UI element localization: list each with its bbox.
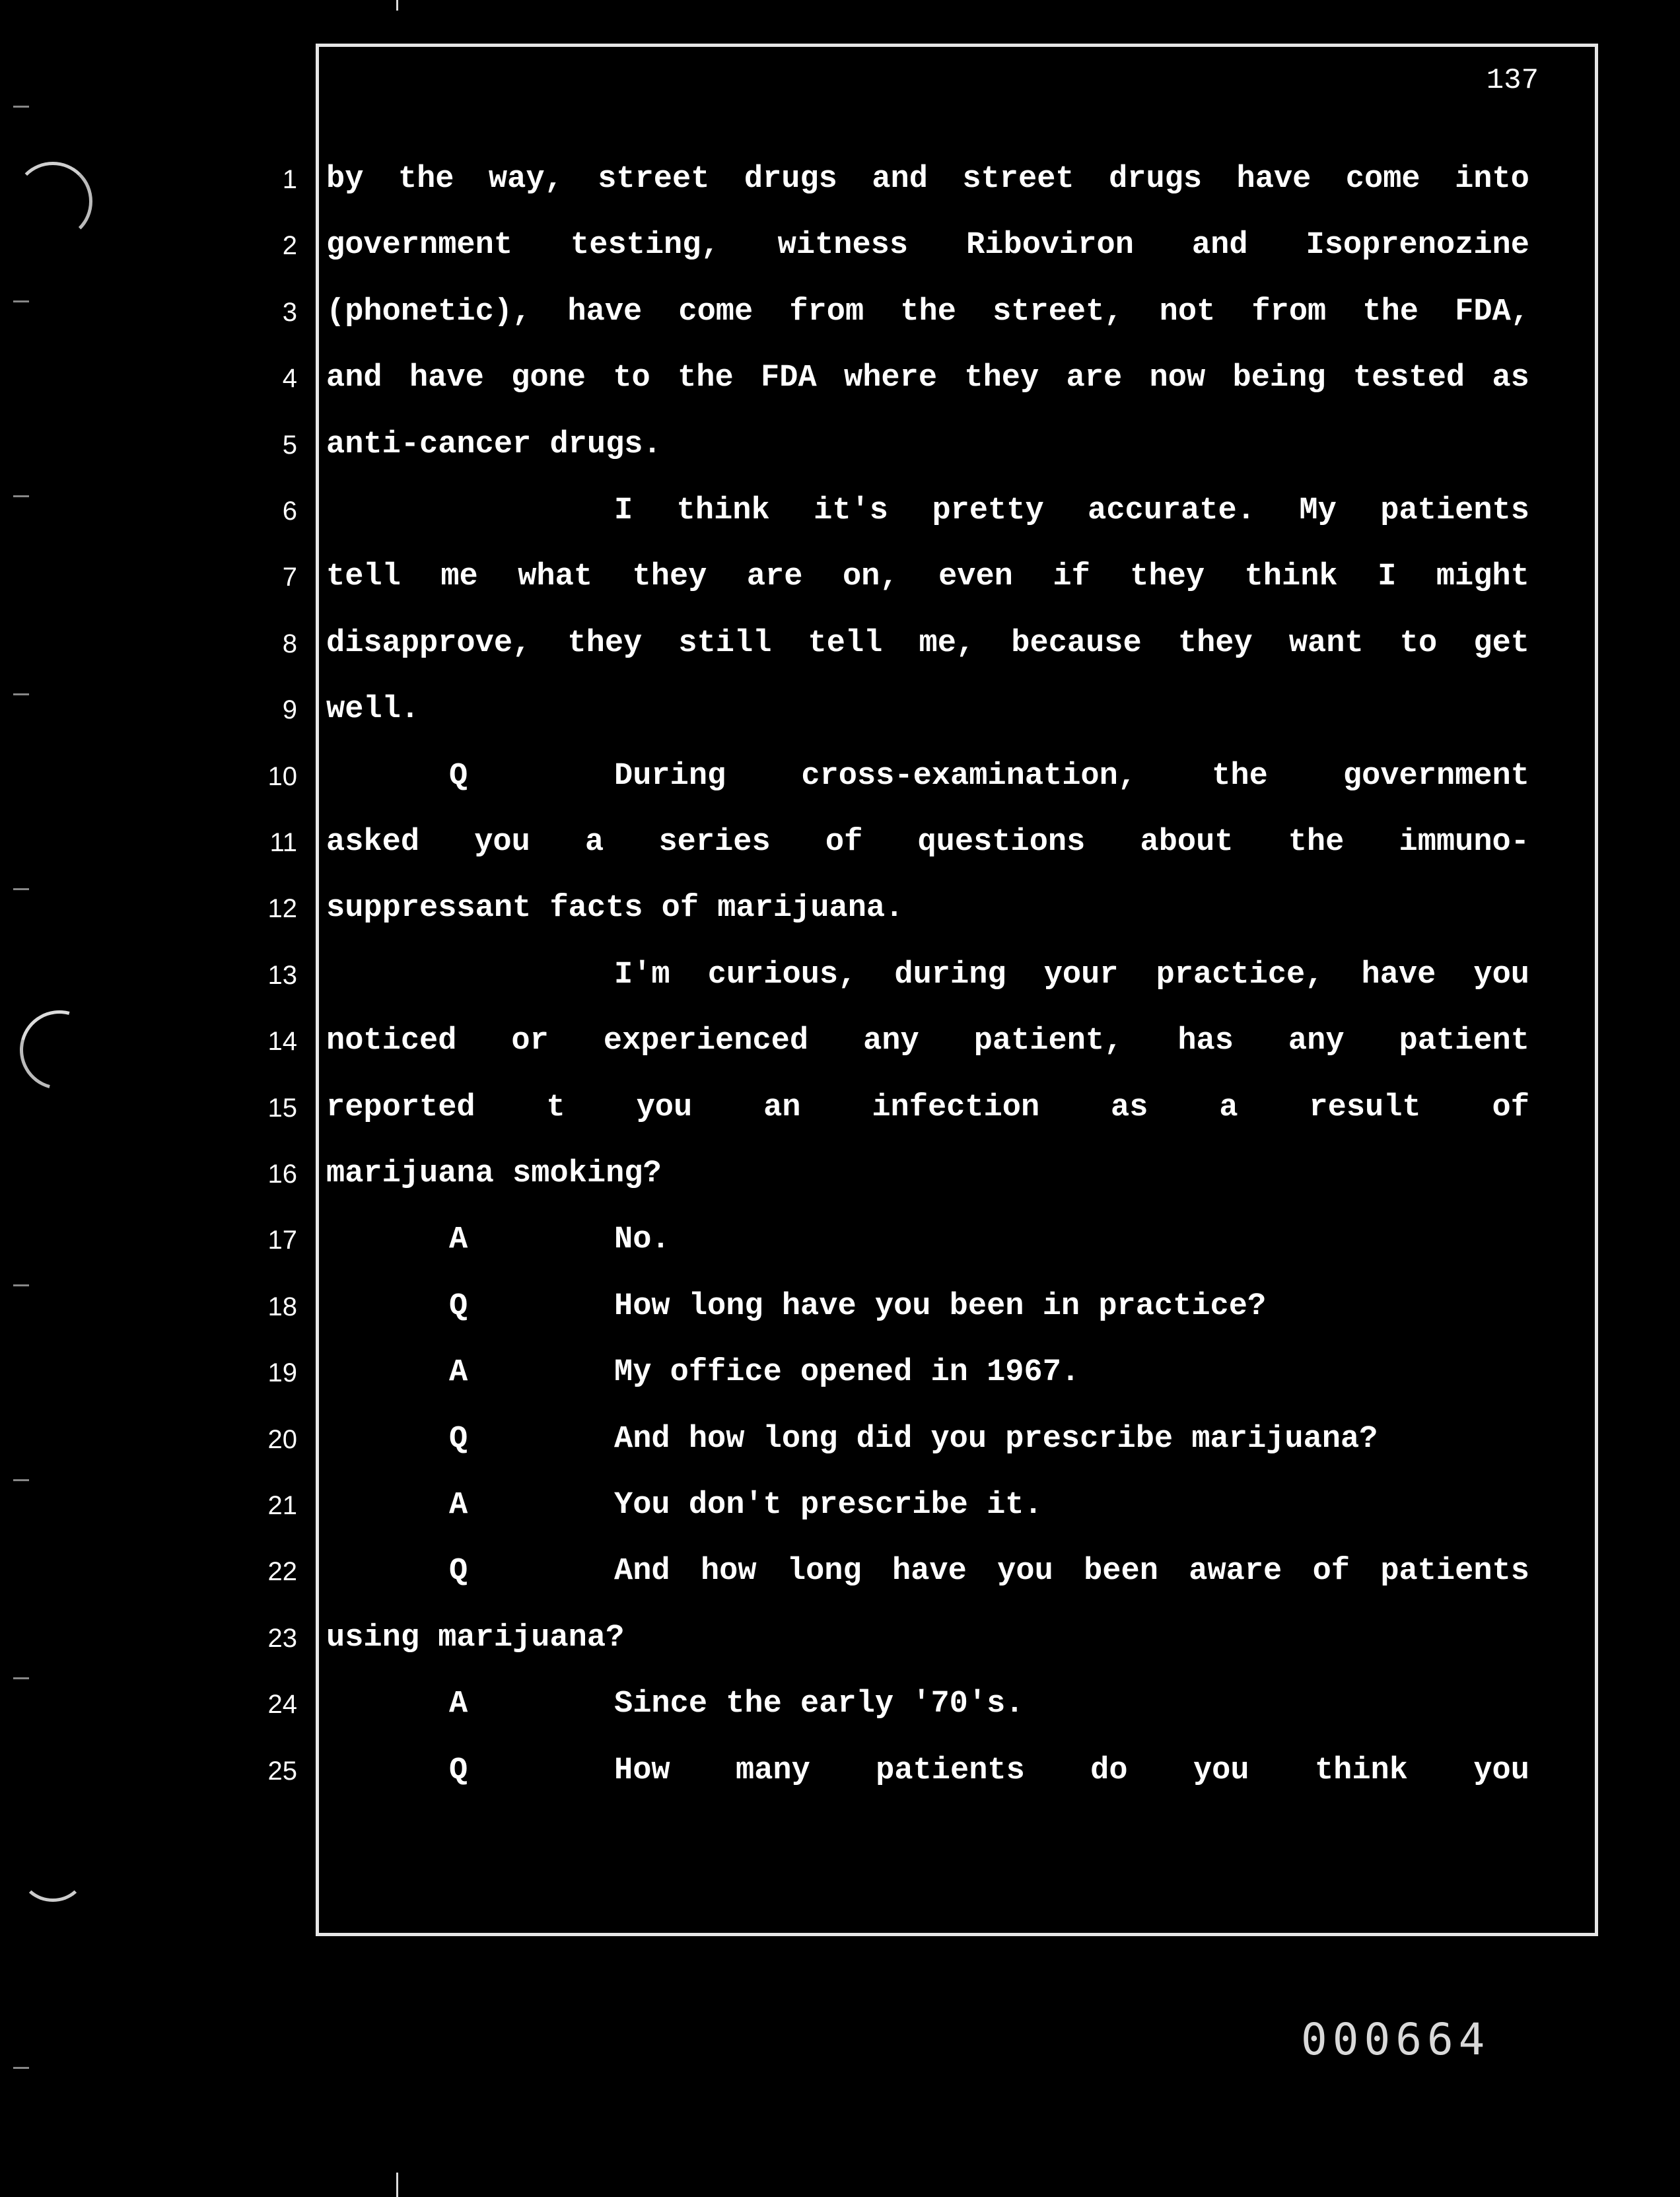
word: of — [825, 825, 863, 860]
transcript-line — [326, 359, 1529, 398]
word: even — [938, 559, 1013, 594]
line-number: 5 — [282, 431, 297, 460]
word: they — [1130, 559, 1205, 594]
transcript-line — [326, 293, 1529, 332]
word: How — [614, 1753, 670, 1788]
word: have — [1361, 958, 1436, 993]
word: me, — [919, 626, 975, 661]
line-number: 12 — [267, 894, 297, 923]
word: think — [1314, 1753, 1408, 1788]
line-text: My office opened in 1967. — [614, 1355, 1080, 1390]
word: street — [598, 162, 710, 197]
word: of — [1492, 1090, 1529, 1125]
word: you — [997, 1554, 1053, 1589]
transcript-line — [326, 1353, 1529, 1393]
word: Isoprenozine — [1306, 228, 1529, 263]
word: have — [1236, 162, 1312, 197]
word: government — [1343, 759, 1529, 794]
word: patient, — [973, 1024, 1123, 1059]
word: on, — [842, 559, 899, 594]
line-text — [594, 1552, 1529, 1591]
word: gone — [511, 361, 586, 396]
word: what — [518, 559, 593, 594]
transcript-line: marijuana smoking? — [326, 1156, 662, 1191]
binder-hole-bottom — [20, 1842, 86, 1902]
line-number: 19 — [267, 1358, 297, 1387]
word: into — [1455, 162, 1529, 197]
line-number: 22 — [267, 1557, 297, 1586]
line-text: How long have you been in practice? — [614, 1289, 1267, 1324]
word: to — [613, 361, 650, 396]
word: have — [409, 361, 484, 396]
word: a — [585, 825, 604, 860]
binder-hole-middle — [5, 996, 114, 1104]
word: because — [1011, 626, 1142, 661]
line-number: 9 — [282, 695, 297, 724]
speaker-label: Q — [449, 1289, 468, 1324]
word: still — [678, 626, 772, 661]
word: FDA, — [1455, 295, 1529, 330]
word: cross-examination, — [801, 759, 1137, 794]
line-number: 10 — [267, 762, 297, 791]
margin-tick — [13, 888, 29, 890]
line-number: 15 — [267, 1094, 297, 1123]
word: government — [326, 228, 513, 263]
word: I — [614, 493, 633, 528]
word: they — [1177, 626, 1253, 661]
transcript-line: using marijuana? — [326, 1621, 625, 1656]
word: way, — [488, 162, 563, 197]
transcript-line — [326, 624, 1529, 664]
line-number: 6 — [282, 497, 297, 526]
word: they — [632, 559, 707, 594]
line-text — [594, 1751, 1529, 1791]
word: result — [1309, 1090, 1421, 1125]
line-text — [594, 757, 1529, 796]
speaker-label: Q — [449, 1422, 468, 1457]
word: FDA — [761, 361, 817, 396]
word: many — [735, 1753, 810, 1788]
speaker-label: A — [449, 1222, 468, 1257]
word: disapprove, — [326, 626, 532, 661]
word: have — [567, 295, 643, 330]
word: patients — [876, 1753, 1025, 1788]
word: not — [1159, 295, 1216, 330]
word: drugs — [1109, 162, 1203, 197]
word: me — [440, 559, 478, 594]
word: as — [1111, 1090, 1148, 1125]
transcript-line — [326, 160, 1529, 199]
line-number: 1 — [282, 165, 297, 194]
word: get — [1473, 626, 1529, 661]
word: patient — [1399, 1024, 1529, 1059]
word: any — [1288, 1024, 1345, 1059]
margin-tick — [13, 495, 29, 497]
word: accurate. — [1088, 493, 1255, 528]
line-number: 24 — [267, 1690, 297, 1719]
speaker-label: Q — [449, 1753, 468, 1788]
margin-tick — [13, 1479, 29, 1481]
word: during — [894, 958, 1006, 993]
line-number: 14 — [267, 1027, 297, 1056]
line-text: No. — [614, 1222, 670, 1257]
margin-tick — [13, 1677, 29, 1679]
word: and — [1191, 228, 1248, 263]
word: if — [1053, 559, 1090, 594]
speaker-label: A — [449, 1687, 468, 1722]
page-number: 137 — [1486, 64, 1539, 97]
line-number: 2 — [282, 231, 297, 260]
transcript-line — [326, 1751, 1529, 1791]
transcript-line — [326, 226, 1529, 265]
speaker-label: Q — [449, 1554, 468, 1589]
word: any — [863, 1024, 919, 1059]
line-number: 8 — [282, 629, 297, 658]
word: pretty — [932, 493, 1044, 528]
line-number: 11 — [269, 828, 297, 857]
word: from — [789, 295, 864, 330]
transcript-line — [326, 1220, 1529, 1260]
transcript-line — [326, 1420, 1529, 1459]
word: and — [326, 361, 382, 396]
word: long — [787, 1554, 862, 1589]
word: t — [546, 1090, 565, 1125]
transcript-line: well. — [326, 692, 420, 727]
line-number: 23 — [267, 1624, 297, 1653]
transcript-line — [326, 1088, 1529, 1128]
word: infection — [872, 1090, 1040, 1125]
word: how — [700, 1554, 757, 1589]
word: the — [1288, 825, 1345, 860]
word: you — [1473, 1753, 1529, 1788]
line-text: You don't prescribe it. — [614, 1488, 1043, 1523]
transcript-line — [326, 1486, 1529, 1525]
speaker-label: A — [449, 1488, 468, 1523]
transcript-line: suppressant facts of marijuana. — [326, 891, 904, 926]
word: to — [1399, 626, 1438, 661]
word: questions — [917, 825, 1086, 860]
word: My — [1299, 493, 1337, 528]
word: where — [844, 361, 938, 396]
word: the — [1362, 295, 1419, 330]
word: During — [614, 759, 726, 794]
word: asked — [326, 825, 420, 860]
word: patients — [1380, 493, 1529, 528]
word: reported — [326, 1090, 475, 1125]
word: a — [1219, 1090, 1238, 1125]
line-number: 20 — [267, 1425, 297, 1454]
word: or — [511, 1024, 549, 1059]
word: as — [1492, 361, 1529, 396]
word: an — [763, 1090, 801, 1125]
transcript-line — [326, 491, 1529, 531]
word: you — [474, 825, 530, 860]
margin-tick — [13, 106, 29, 108]
word: immuno- — [1399, 825, 1529, 860]
word: Riboviron — [966, 228, 1134, 263]
word: are — [1066, 361, 1123, 396]
word: think — [676, 493, 770, 528]
line-number: 18 — [267, 1292, 297, 1321]
word: of — [1312, 1554, 1350, 1589]
word: they — [964, 361, 1039, 396]
word: and — [872, 162, 928, 197]
word: about — [1140, 825, 1234, 860]
word: have — [892, 1554, 967, 1589]
word: they — [567, 626, 643, 661]
transcript-line — [326, 823, 1529, 862]
word: And — [614, 1554, 670, 1589]
word: practice, — [1156, 958, 1324, 993]
line-number: 16 — [267, 1160, 297, 1189]
word: been — [1084, 1554, 1158, 1589]
word: curious, — [707, 958, 857, 993]
line-number: 13 — [267, 961, 297, 990]
speaker-label: Q — [449, 759, 468, 794]
word: the — [678, 361, 734, 396]
word: might — [1436, 559, 1529, 594]
word: drugs — [744, 162, 837, 197]
word: you — [636, 1090, 693, 1125]
word: series — [658, 825, 771, 860]
line-number: 17 — [267, 1226, 297, 1255]
word: the — [398, 162, 454, 197]
word: the — [1212, 759, 1268, 794]
word: being — [1232, 361, 1326, 396]
word: (phonetic), — [326, 295, 532, 330]
word: think — [1244, 559, 1338, 594]
word: tell — [326, 559, 401, 594]
line-number: 4 — [282, 364, 297, 393]
line-number: 25 — [267, 1757, 297, 1786]
speaker-label: A — [449, 1355, 468, 1390]
binder-hole-top — [13, 162, 92, 241]
transcript-line — [326, 1287, 1529, 1327]
transcript-line — [326, 557, 1529, 597]
word: come — [1345, 162, 1420, 197]
word: it's — [814, 493, 888, 528]
word: experienced — [603, 1024, 809, 1059]
word: tell — [808, 626, 883, 661]
word: has — [1177, 1024, 1234, 1059]
word: witness — [777, 228, 909, 263]
word: your — [1043, 958, 1119, 993]
margin-tick — [13, 300, 29, 302]
word: aware — [1189, 1554, 1282, 1589]
word: the — [900, 295, 956, 330]
transcript-line — [326, 1685, 1529, 1724]
word: I'm — [614, 958, 670, 993]
word: street — [962, 162, 1074, 197]
line-text: And how long did you prescribe marijuana? — [614, 1422, 1378, 1457]
bates-number: 000664 — [1301, 2014, 1490, 2065]
word: do — [1090, 1753, 1128, 1788]
bottom-margin-rule — [396, 2173, 398, 2197]
word: you — [1193, 1753, 1249, 1788]
word: want — [1288, 626, 1364, 661]
transcript-line — [326, 956, 1529, 995]
margin-tick — [13, 693, 29, 695]
transcript-line: anti-cancer drugs. — [326, 427, 662, 462]
margin-tick — [13, 1284, 29, 1286]
word: by — [326, 162, 364, 197]
word: you — [1473, 958, 1529, 993]
word: I — [1378, 559, 1397, 594]
word: patients — [1380, 1554, 1529, 1589]
top-margin-rule — [396, 0, 398, 11]
line-text: Since the early '70's. — [614, 1687, 1024, 1722]
word: from — [1251, 295, 1327, 330]
line-number: 3 — [282, 298, 297, 327]
transcript-line — [326, 1552, 1529, 1591]
word: street, — [993, 295, 1123, 330]
word: come — [678, 295, 753, 330]
transcript-line — [326, 1022, 1529, 1061]
margin-tick — [13, 2067, 29, 2069]
word: tested — [1352, 361, 1465, 396]
line-number: 21 — [267, 1491, 297, 1520]
word: noticed — [326, 1024, 457, 1059]
line-number: 7 — [282, 563, 297, 592]
word: now — [1149, 361, 1206, 396]
word: testing, — [571, 228, 720, 263]
transcript-line — [326, 757, 1529, 796]
word: are — [746, 559, 803, 594]
